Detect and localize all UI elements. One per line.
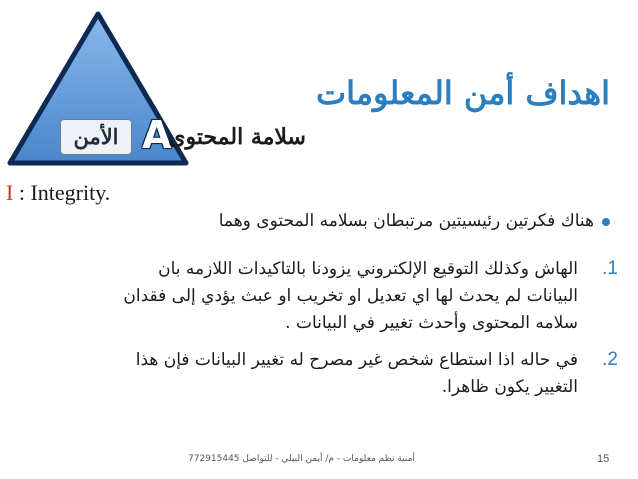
item-2-line-2: التغيير يكون ظاهرا. [441, 377, 578, 397]
triangle-letter: A [142, 113, 172, 157]
numbered-item-1 [18, 255, 618, 337]
bullet-dot-icon [602, 218, 610, 226]
item-1-line-3: سلامه المحتوى وأحدث تغيير في البيانات . [285, 313, 578, 333]
item-2-number: 2. [602, 349, 618, 370]
item-1-line-2: البيانات لم يحدث لها اي تعديل او تخريب او عبث يؤدي إلى فقدان [123, 286, 578, 306]
bullet-text: هناك فكرتين رئيسيتين مرتبطان بسلامه المحتوى وهما [218, 211, 594, 231]
page-title: اهداف أمن المعلومات [315, 74, 610, 112]
integrity-text: : Integrity. [18, 180, 111, 205]
item-2-line-1-text: في حاله اذا استطاع شخص غير مصرح له تغيير البيانات فإن هذا [135, 350, 578, 370]
page-subtitle: سلامة المحتوى [168, 124, 306, 150]
item-1-number: 1. [602, 258, 618, 279]
integrity-letter: I [6, 180, 14, 205]
triangle-label: الأمن [60, 119, 132, 155]
item-2-line-1 [18, 346, 618, 374]
bullet-item [50, 211, 610, 231]
numbered-item-2 [18, 346, 618, 401]
footer-text: أمنية نظم معلومات - م/ أيمن البيلي - للتواصل 772915445 [188, 454, 415, 464]
item-1-line-1 [18, 255, 618, 283]
page-number: 15 [597, 453, 610, 465]
integrity-heading [6, 180, 110, 206]
item-1-line-1-text: الهاش وكذلك التوقيع الإلكتروني يزودنا بالتاكيدات اللازمه بان [158, 259, 578, 279]
